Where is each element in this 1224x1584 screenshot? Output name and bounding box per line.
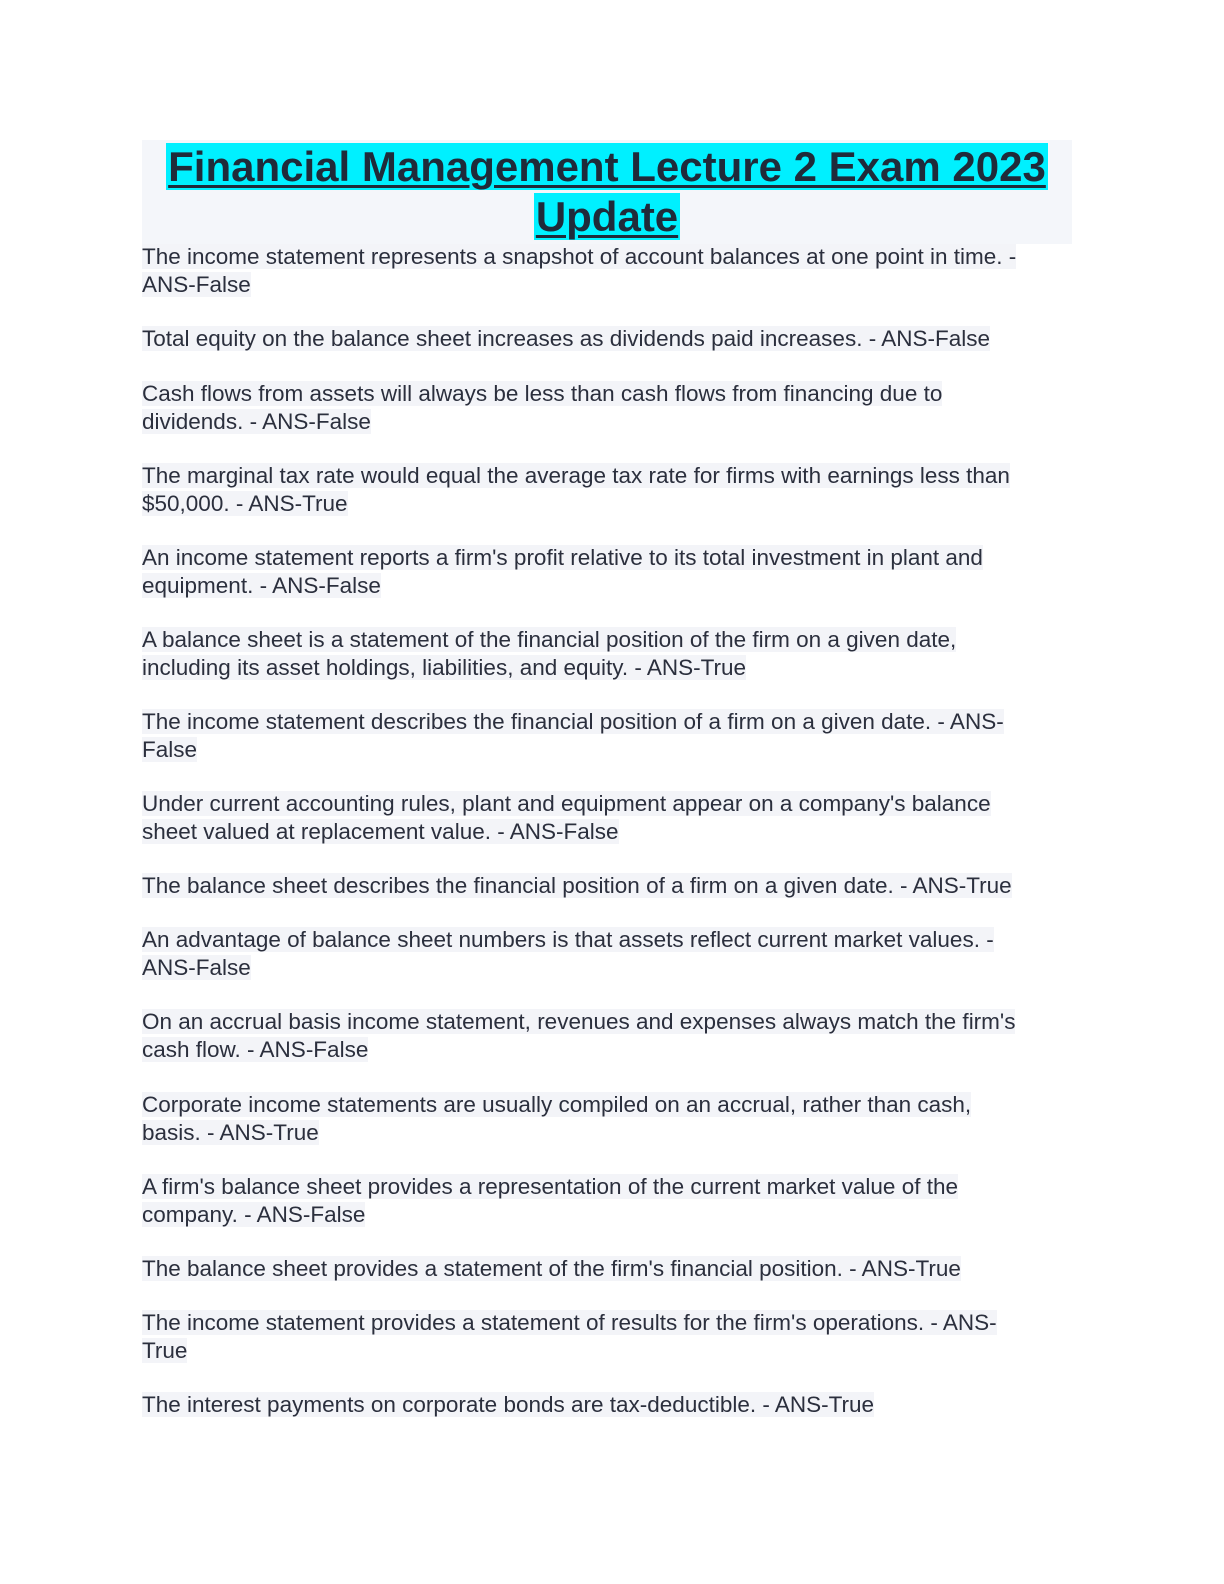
question-answer-11: On an accrual basis income statement, revenues and expenses always match the firm's cash flow. - ANS-False — [142, 1009, 1016, 1062]
question-answer-2: Total equity on the balance sheet increases as dividends paid increases. - ANS-False — [142, 326, 990, 351]
page-title — [142, 140, 1072, 244]
question-answer-13: A firm's balance sheet provides a representation of the current market value of the company. - ANS-False — [142, 1174, 958, 1227]
question-answer-16: The interest payments on corporate bonds are tax-deductible. - ANS-True — [142, 1392, 875, 1417]
question-answer-1: The income statement represents a snapshot of account balances at one point in time. - ANS-False — [142, 244, 1017, 297]
question-answer-5: An income statement reports a firm's profit relative to its total investment in plant and equipment. - ANS-False — [142, 545, 983, 598]
question-answer-9: The balance sheet describes the financial position of a firm on a given date. - ANS-True — [142, 873, 1012, 898]
question-answer-10: An advantage of balance sheet numbers is that assets reflect current market values. - ANS-False — [142, 927, 994, 980]
question-answer-8: Under current accounting rules, plant and equipment appear on a company's balance sheet valued at replacement value. - ANS-False — [142, 791, 991, 844]
question-answer-15: The income statement provides a statement of results for the firm's operations. - ANS- True — [142, 1310, 997, 1363]
question-answer-12: Corporate income statements are usually compiled on an accrual, rather than cash, basis. - ANS-True — [142, 1092, 972, 1145]
title-line-1: Financial Management Lecture 2 Exam 2023 — [168, 143, 1046, 190]
question-answer-4: The marginal tax rate would equal the average tax rate for firms with earnings less than $50,000. - ANS-True — [142, 463, 1010, 516]
question-answer-14: The balance sheet provides a statement of the firm's financial position. - ANS-True — [142, 1256, 961, 1281]
question-answer-7: The income statement describes the financial position of a firm on a given date. - ANS- False — [142, 709, 1004, 762]
title-line-2: Update — [535, 193, 679, 240]
question-answer-6: A balance sheet is a statement of the financial position of the firm on a given date, including its asset holdings, liabilities, and equity. - ANS-True — [142, 627, 957, 680]
question-answer-3: Cash flows from assets will always be less than cash flows from financing due to dividends. - ANS-False — [142, 381, 943, 434]
